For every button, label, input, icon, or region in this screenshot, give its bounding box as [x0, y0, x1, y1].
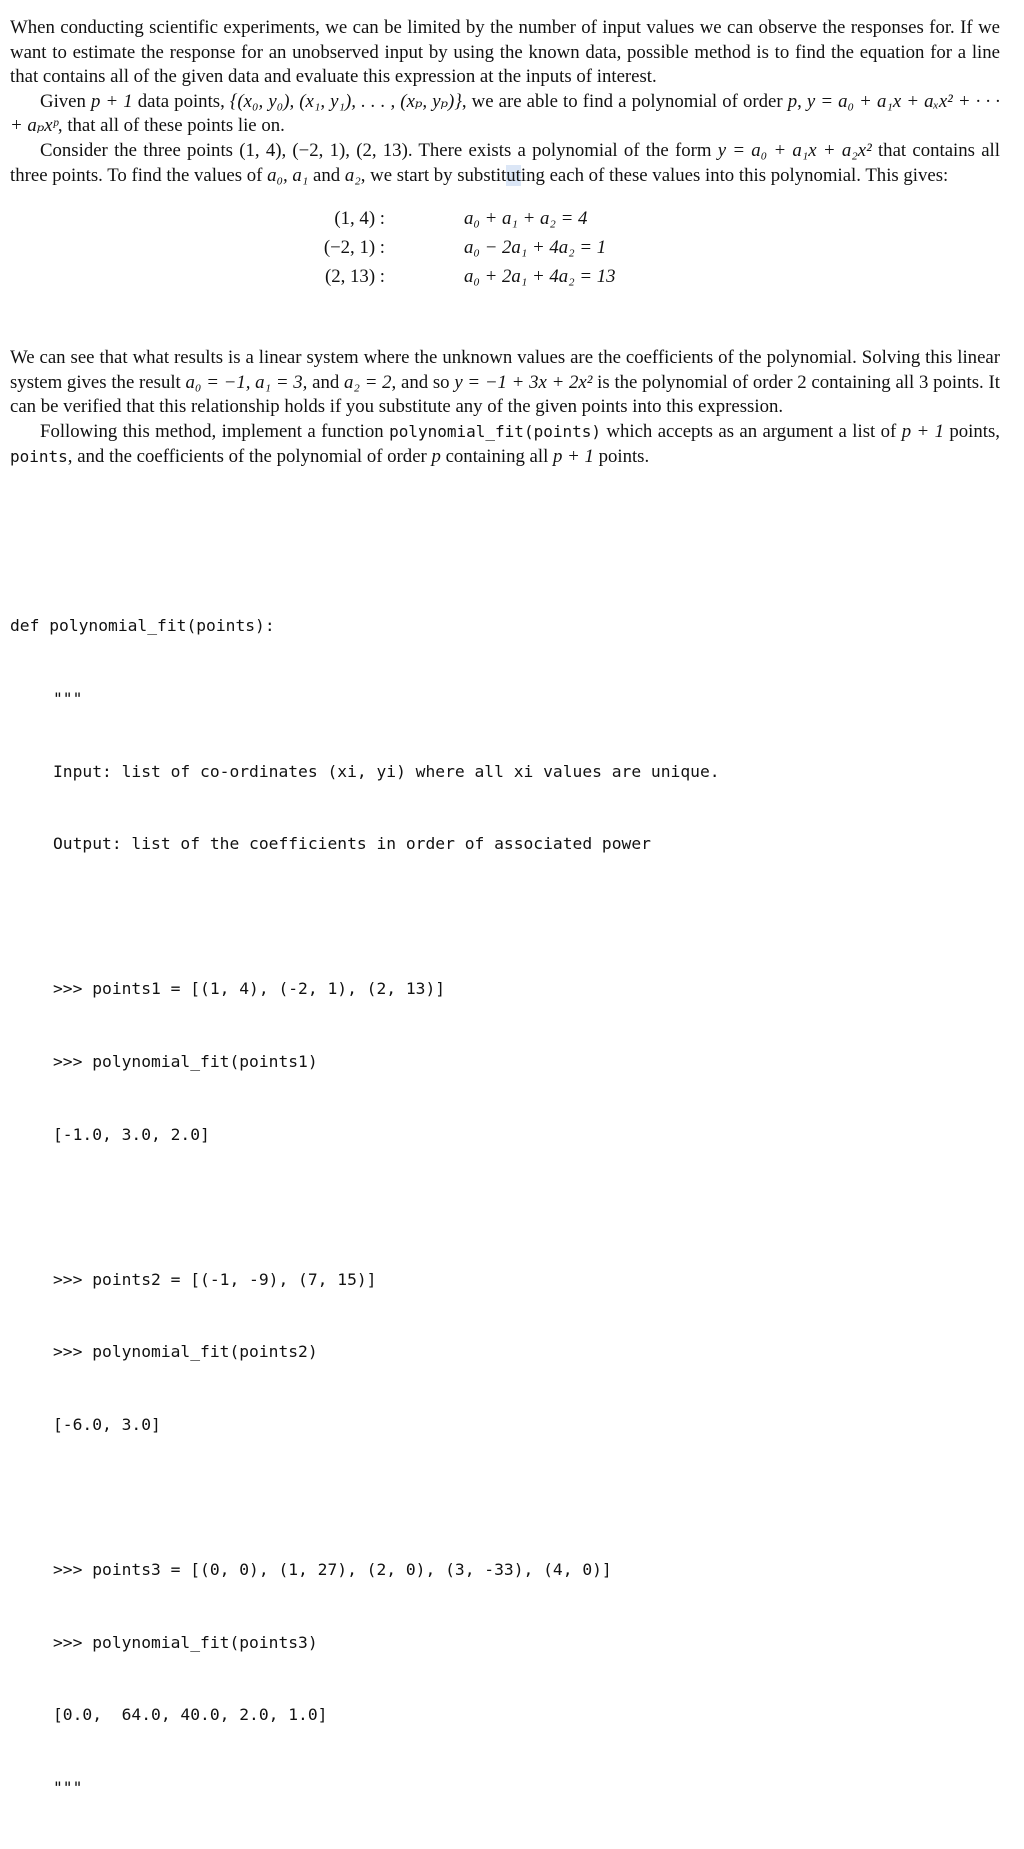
- code-line: """: [53, 1777, 83, 1797]
- argument-name-code: points: [10, 446, 68, 466]
- text-run: data points,: [132, 90, 230, 112]
- math-inline: y = −1 + 3x + 2x²: [454, 371, 593, 393]
- intro-paragraph: When conducting scientific experiments, we can be limited by the number of input values we can observe the responses for. If we want to estimate the response for an unobserved input by using the known data, possible method is to find the equation for a line that contains all of the given data and evaluate this expression at the inputs of interest.: [10, 17, 1000, 88]
- text-run: points.: [593, 445, 650, 467]
- code-line: >>> polynomial_fit(points1): [53, 1051, 318, 1071]
- text-run: is the polynomial of order 2 containing all 3 points. It can be verified that this relationship holds if you substitute any of the given points into this expression.: [10, 371, 1000, 418]
- text-run: Given: [40, 90, 92, 112]
- three-points-paragraph: [10, 139, 1000, 188]
- text-run: Following this method, implement a function: [40, 420, 390, 442]
- text-run: points,: [943, 420, 1000, 442]
- equation-expression: a₀ + 2a₁ + 4a₂ = 13: [464, 266, 616, 288]
- code-line: >>> polynomial_fit(points3): [53, 1632, 318, 1652]
- text-run: We can see that what results is a linear system where the unknown values are the coefficients of the polynomial. Solving this linear system gives the result: [10, 347, 1000, 393]
- code-line: >>> points1 = [(1, 4), (-2, 1), (2, 13)]: [53, 979, 446, 999]
- equation-point: (2, 13) :: [325, 266, 385, 288]
- text-run: that contains all three points. To find the values of: [10, 139, 1000, 186]
- code-line: """: [53, 689, 83, 708]
- math-inline: p: [787, 90, 798, 112]
- equation-row: [10, 266, 1000, 291]
- text-run: , and the coefficients of the polynomial of order: [67, 445, 432, 467]
- math-inline: y = a₀ + a₁x + aₓx² + · · · + aₚxᵖ: [10, 90, 1000, 137]
- math-inline: p + 1: [901, 420, 944, 442]
- text-run: and: [307, 371, 345, 393]
- equation-expression: a₀ + a₁ + a₂ = 4: [464, 208, 588, 230]
- math-inline: a₂ = 2: [344, 371, 392, 393]
- code-line: [-6.0, 3.0]: [53, 1414, 161, 1434]
- math-inline: p + 1: [553, 445, 594, 467]
- math-inline: a₀, a₁: [267, 164, 309, 186]
- math-inline: y = a₀ + a₁x + a₂x²: [717, 139, 872, 161]
- math-inline: p: [431, 445, 441, 467]
- text-run: , that all of these points lie on.: [57, 115, 285, 137]
- code-line: [0.0, 64.0, 40.0, 2.0, 1.0]: [53, 1705, 328, 1725]
- code-blank-line: [10, 1486, 1000, 1510]
- equation-row: [10, 208, 1000, 233]
- math-inline: {(x₀, y₀), (x₁, y₁), . . . , (xₚ, yₚ)}: [229, 90, 462, 112]
- linear-system-paragraph: [10, 346, 1000, 420]
- text-run: ing each of these values into this polynomial. This gives:: [520, 164, 949, 186]
- equation-row: [10, 237, 1000, 262]
- task-paragraph: [10, 420, 1000, 469]
- document-page: [10, 16, 1000, 1797]
- equation-system: [10, 202, 1000, 302]
- text-selection-highlight[interactable]: ut: [506, 164, 521, 186]
- code-line: Input: list of co-ordinates (xi, yi) where all xi values are unique.: [53, 761, 720, 781]
- code-blank-line: [10, 905, 1000, 929]
- code-line: def polynomial_fit(points):: [10, 616, 275, 636]
- code-block: [10, 566, 1000, 1849]
- code-line: >>> points2 = [(-1, -9), (7, 15)]: [53, 1269, 377, 1289]
- math-inline: a₂: [344, 164, 361, 186]
- math-inline: (1, 4), (−2, 1), (2, 13): [239, 139, 408, 161]
- text-run: , and so: [391, 371, 455, 393]
- code-line: >>> points3 = [(0, 0), (1, 27), (2, 0), (3, -33), (4, 0)]: [53, 1560, 612, 1580]
- text-run: containing all: [440, 445, 554, 467]
- function-name-code: polynomial_fit(points): [389, 421, 601, 441]
- math-inline: a₀ = −1, a₁ = 3,: [185, 371, 308, 393]
- text-run: , we are able to find a polynomial of order: [461, 90, 788, 112]
- equation-point: (1, 4) :: [334, 208, 385, 230]
- equation-point: (−2, 1) :: [323, 237, 385, 259]
- text-run: . There exists a polynomial of the form: [407, 139, 718, 161]
- code-line: >>> polynomial_fit(points2): [53, 1342, 318, 1362]
- text-run: and: [308, 164, 345, 186]
- text-run: ,: [797, 90, 807, 112]
- code-line: [-1.0, 3.0, 2.0]: [53, 1124, 210, 1144]
- equation-expression: a₀ − 2a₁ + 4a₂ = 1: [464, 237, 607, 259]
- text-run: , we start by substit: [360, 164, 507, 186]
- text-run: Consider the three points: [40, 139, 240, 161]
- given-points-paragraph: [10, 90, 1000, 139]
- code-blank-line: [10, 1195, 1000, 1219]
- math-inline: p + 1: [91, 90, 133, 112]
- text-run: which accepts as an argument a list of: [601, 420, 902, 442]
- code-line: Output: list of the coefficients in order of associated power: [53, 834, 651, 854]
